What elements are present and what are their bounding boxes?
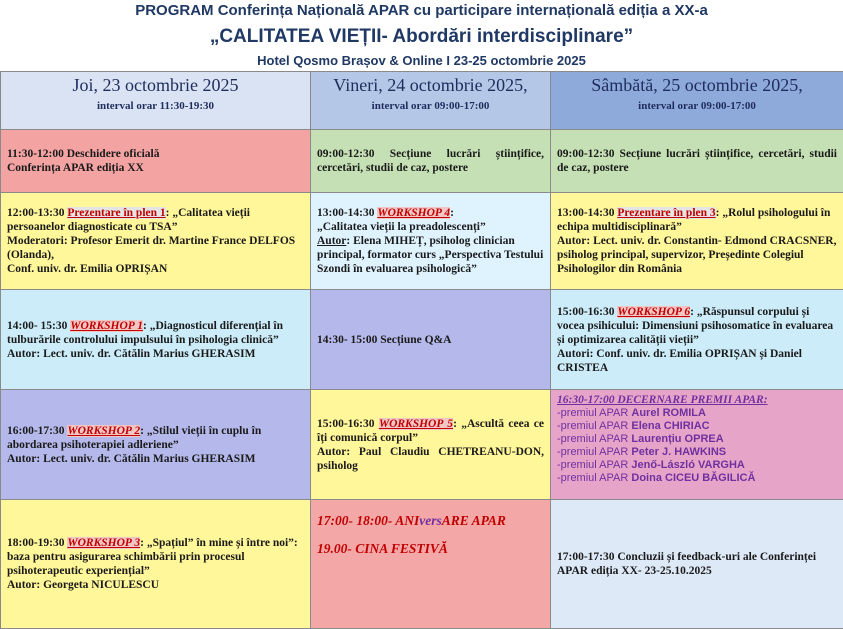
prize-item xyxy=(557,407,837,420)
prize-prefix: -premiul APAR xyxy=(557,420,628,432)
prize-name: Doina CICEU BĂGILICĂ xyxy=(631,472,755,484)
session-time: 16:00-17:30 xyxy=(7,425,65,437)
workshop-tag: WORKSHOP 4 xyxy=(377,207,450,219)
schedule-row xyxy=(1,193,843,290)
plenary-tag: Prezentare în plen 1 xyxy=(67,207,165,219)
prize-item xyxy=(557,433,837,446)
session-text: 09:00-12:30 Secțiune lucrări științifice, cercetări, studii de caz, postere xyxy=(317,148,544,174)
session-time: 12:00-13:30 xyxy=(7,207,65,219)
session-time: 15:00-16:30 xyxy=(317,418,375,430)
prize-prefix: -premiul APAR xyxy=(557,433,628,445)
prize-name: Laurențiu OPREA xyxy=(631,433,723,445)
schedule-row xyxy=(1,500,843,629)
prize-name: Elena CHIRIAC xyxy=(631,420,709,432)
session-title: : „Stilul vieții în cuplu în abordarea psihoterapiei adleriene” xyxy=(7,425,261,451)
session-author: Autor: Lect. univ. dr. Cătălin Marius GHERASIM xyxy=(7,452,304,466)
day-title: Joi, 23 octombrie 2025 xyxy=(7,75,304,96)
prize-item xyxy=(557,459,837,472)
session-title: „Calitatea vieții la preadolescenți” xyxy=(317,220,544,234)
session-cell xyxy=(551,193,843,290)
session-cell xyxy=(1,193,311,290)
session-author: Autor: Georgeta NICULESCU xyxy=(7,578,304,592)
session-title: : „Ascultă ceea ce îți comunică corpul” xyxy=(317,418,544,444)
day-interval: interval orar 09:00-17:00 xyxy=(557,99,837,113)
anniversary-line xyxy=(317,512,544,530)
session-cell xyxy=(311,290,551,390)
session-title: : „Diagnosticul diferențial în tulburările controlului impulsului în psihologia clinică” xyxy=(7,320,283,346)
session-author: Autori: Conf. univ. dr. Emilia OPRIȘAN și Daniel CRISTEA xyxy=(557,347,837,375)
prize-item xyxy=(557,446,837,459)
program-title: PROGRAM Conferința Națională APAR cu participare internațională ediția a XX-a xyxy=(0,2,843,19)
session-time: 15:00-16:30 xyxy=(557,306,615,318)
day-title: Sâmbătă, 25 octombrie 2025, xyxy=(557,75,837,96)
session-cell xyxy=(311,193,551,290)
session-cell xyxy=(311,390,551,500)
session-author: : Elena MIHEȚ, psiholog clinician principal, formator curs „Perspectiva Testului Szondi în evaluarea psihologică” xyxy=(317,235,543,275)
session-time: 13:00-14:30 xyxy=(317,207,375,219)
prize-prefix: -premiul APAR xyxy=(557,459,628,471)
session-cell xyxy=(311,130,551,193)
session-cell xyxy=(1,500,311,629)
session-cell xyxy=(551,290,843,390)
session-title: : „Răspunsul corpului și vocea psihicului: Dimensiuni psihosomatice în evaluarea și optimizarea calității vieții” xyxy=(557,306,833,346)
schedule-row xyxy=(1,290,843,390)
session-cell xyxy=(551,130,843,193)
festive-dinner: 19.00- CINA FESTIVĂ xyxy=(317,540,544,558)
day-title: Vineri, 24 octombrie 2025, xyxy=(317,75,544,96)
awards-cell xyxy=(551,390,843,500)
anniversary-cell xyxy=(311,500,551,629)
session-cell xyxy=(1,130,311,193)
schedule-table xyxy=(0,71,843,629)
session-line: Conferința APAR ediția XX xyxy=(7,161,304,175)
workshop-tag: WORKSHOP 5 xyxy=(379,418,453,430)
session-author: Autor: Paul Claudiu CHETREANU-DON, psiholog xyxy=(317,445,544,473)
workshop-tag: WORKSHOP 6 xyxy=(617,306,690,318)
schedule-row xyxy=(1,390,843,500)
workshop-tag: WORKSHOP 1 xyxy=(70,320,143,332)
prize-name: Jenő-László VARGHA xyxy=(631,459,744,471)
session-time: 18:00-19:30 xyxy=(7,537,65,549)
day-header-row xyxy=(1,72,843,130)
workshop-tag: WORKSHOP 3 xyxy=(67,537,140,549)
day-header-friday xyxy=(311,72,551,130)
session-author: Autor: Lect. univ. dr. Constantin- Edmond CRACSNER, psiholog principal, supervizor, Președinte Colegiul Psihologilor din România xyxy=(557,234,837,276)
session-text: 17:00-17:30 Concluzii și feedback-uri ale Conferinței APAR ediția XX- 23-25.10.2025 xyxy=(557,551,816,577)
author-label: Autor xyxy=(317,235,346,247)
session-cell xyxy=(1,290,311,390)
session-line: 11:30-12:00 Deschidere oficială xyxy=(7,147,304,161)
prize-name: Peter J. HAWKINS xyxy=(631,446,726,458)
prize-prefix: -premiul APAR xyxy=(557,407,628,419)
prize-prefix: -premiul APAR xyxy=(557,446,628,458)
session-time: 13:00-14:30 xyxy=(557,207,615,219)
day-header-saturday xyxy=(551,72,843,130)
session-moderators: Conf. univ. dr. Emilia OPRIȘAN xyxy=(7,262,304,276)
venue-dates: Hotel Qosmo Brașov & Online I 23-25 octombrie 2025 xyxy=(0,53,843,68)
session-title: : „Calitatea vieții persoanelor diagnosticate cu TSA” xyxy=(7,207,250,233)
session-cell xyxy=(1,390,311,500)
session-text: 14:30- 15:00 Secțiune Q&A xyxy=(317,334,451,346)
day-interval: interval orar 09:00-17:00 xyxy=(317,99,544,113)
awards-heading: 16:30-17:00 DECERNARE PREMII APAR: xyxy=(557,393,837,407)
session-author: Autor: Lect. univ. dr. Cătălin Marius GHERASIM xyxy=(7,347,304,361)
anniversary-text: 17:00- 18:00- ANI xyxy=(317,513,419,528)
anniversary-text: ARE APAR xyxy=(442,513,506,528)
anniversary-highlight: vers xyxy=(419,513,442,528)
session-text: 09:00-12:30 Secțiune lucrări științifice, cercetări, studii de caz, postere xyxy=(557,148,837,174)
separator: : xyxy=(450,207,454,219)
conference-theme: „CALITATEA VIEȚII- Abordări interdisciplinare” xyxy=(0,26,843,48)
session-moderators: Moderatori: Profesor Emerit dr. Martine France DELFOS (Olanda), xyxy=(7,234,304,262)
schedule-row xyxy=(1,130,843,193)
prize-item xyxy=(557,420,837,433)
session-title: : „Spațiul” în mine și între noi”: baza pentru asigurarea schimbării prin procesul psihoterapeutic experiențial” xyxy=(7,537,298,577)
prize-prefix: -premiul APAR xyxy=(557,472,628,484)
day-header-thursday xyxy=(1,72,311,130)
prize-name: Aurel ROMILA xyxy=(631,407,706,419)
prize-item xyxy=(557,472,837,485)
workshop-tag: WORKSHOP 2 xyxy=(67,425,140,437)
session-time: 14:00- 15:30 xyxy=(7,320,67,332)
day-interval: interval orar 11:30-19:30 xyxy=(7,99,304,113)
session-cell xyxy=(551,500,843,629)
plenary-tag: Prezentare în plen 3 xyxy=(617,207,715,219)
session-title: : „Rolul psihologului în echipa multidisciplinară” xyxy=(557,207,830,233)
